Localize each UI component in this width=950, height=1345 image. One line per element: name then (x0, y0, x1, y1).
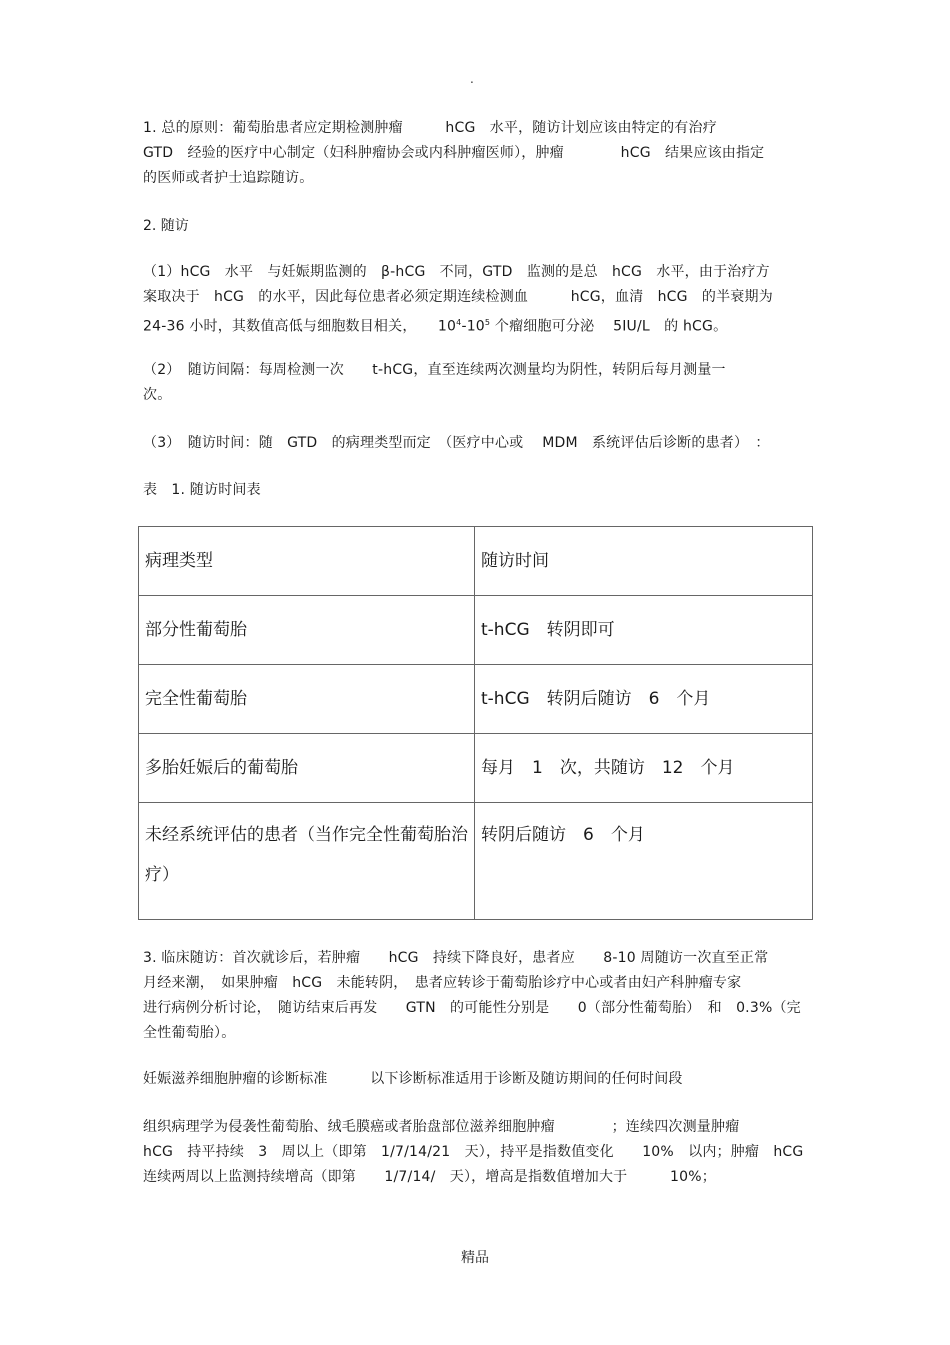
text-line: 月经来潮， 如果肿瘤 hCG 未能转阴， 患者应转诊于葡萄胎诊疗中心或者由妇产科肿瘤专家 (143, 975, 742, 991)
paragraph-diagnostic-criteria (143, 1115, 813, 1190)
superscript: 4 (456, 318, 462, 327)
table-cell: t-hCG 转阴后随访 6 个月 (475, 665, 813, 734)
paragraph-followup-interval (143, 358, 813, 408)
paragraph-gtn-criteria-title: 妊娠滋养细胞肿瘤的诊断标准 以下诊断标准适用于诊断及随访期间的任何时间段 (143, 1071, 683, 1087)
table-row (139, 803, 813, 920)
text-line: 3. 临床随访：首次就诊后，若肿瘤 hCG 持续下降良好，患者应 8-10 周随访一次直至正常 (143, 950, 769, 966)
table-header-cell: 病理类型 (139, 527, 475, 596)
text-line: 全性葡萄胎）。 (143, 1025, 236, 1041)
text-span: -10 (461, 318, 485, 335)
page-footer: 精品 (461, 1250, 489, 1266)
text-line: GTD 经验的医疗中心制定（妇科肿瘤协会或内科肿瘤医师），肿瘤 hCG 结果应该由指定 (143, 145, 765, 161)
table-cell: 每月 1 次，共随访 12 个月 (475, 734, 813, 803)
text-line: 的医师或者护士追踪随访。 (143, 170, 314, 186)
table-header-row (139, 527, 813, 596)
paragraph-hcg-level (143, 260, 813, 340)
text-line: 次。 (143, 387, 172, 403)
table-cell: t-hCG 转阴即可 (475, 596, 813, 665)
text-line: 组织病理学为侵袭性葡萄胎、绒毛膜癌或者胎盘部位滋养细胞肿瘤 ；连续四次测量肿瘤 (143, 1119, 740, 1135)
followup-table-container (138, 526, 813, 920)
header-dot: . (470, 72, 474, 86)
text-line (143, 310, 813, 340)
followup-schedule-table (138, 526, 813, 920)
table-row (139, 665, 813, 734)
table-cell: 转阴后随访 6 个月 (475, 803, 813, 920)
superscript: 5 (484, 318, 491, 327)
text-line: hCG 持平持续 3 周以上（即第 1/7/14/21 天），持平是指数值变化 10% 以内；肿瘤 hCG (143, 1144, 804, 1160)
text-line: 连续两周以上监测持续增高（即第 1/7/14/ 天），增高是指数值增加大于 10%； (143, 1169, 716, 1185)
text-line: （1）hCG 水平 与妊娠期监测的 β-hCG 不同，GTD 监测的是总 hCG 水平，由于治疗方 (143, 264, 770, 280)
text-line: 进行病例分析讨论， 随访结束后再发 GTN 的可能性分别是 0（部分性葡萄胎） 和 0.3%（完 (143, 1000, 801, 1016)
text-line: 1. 总的原则：葡萄胎患者应定期检测肿瘤 hCG 水平，随访计划应该由特定的有治疗 (143, 120, 717, 136)
table-row (139, 734, 813, 803)
paragraph-followup-time: （3） 随访时间：随 GTD 的病理类型而定 （医疗中心或 MDM 系统评估后诊断的患者） ： (143, 435, 770, 451)
table-cell: 部分性葡萄胎 (139, 596, 475, 665)
table-cell: 多胎妊娠后的葡萄胎 (139, 734, 475, 803)
table-cell: 未经系统评估的患者（当作完全性葡萄胎治疗） (139, 803, 475, 920)
text-line: 案取决于 hCG 的水平，因此每位患者必须定期连续检测血 hCG，血清 hCG 的半衰期为 (143, 289, 773, 305)
paragraph-general-principle (143, 116, 813, 191)
table-caption: 表 1. 随访时间表 (143, 482, 261, 498)
text-span: 24-36 小时，其数值高低与细胞数目相关， 10 (143, 318, 457, 335)
table-row (139, 596, 813, 665)
paragraph-clinical-followup (143, 946, 813, 1046)
table-cell: 完全性葡萄胎 (139, 665, 475, 734)
text-line: （2） 随访间隔：每周检测一次 t-hCG，直至连续两次测量均为阴性，转阴后每月测量一 (143, 362, 726, 378)
section-title-followup: 2. 随访 (143, 218, 189, 234)
table-header-cell: 随访时间 (475, 527, 813, 596)
text-span: 个瘤细胞可分泌 5IU/L 的 hCG。 (490, 318, 728, 335)
